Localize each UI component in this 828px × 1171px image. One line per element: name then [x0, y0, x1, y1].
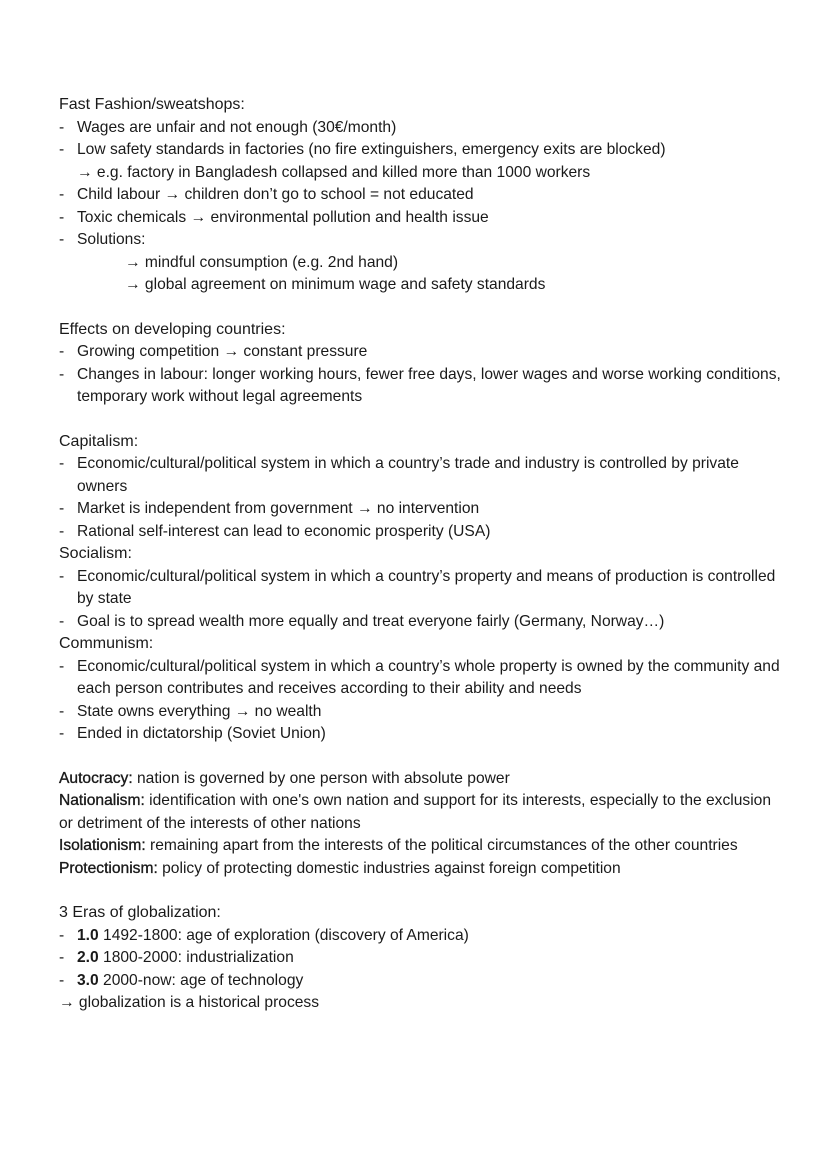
definition-isolationism	[59, 835, 788, 858]
dash-bullet: -	[59, 231, 65, 248]
era-text: 2000-now: age of technology	[98, 971, 304, 989]
list-item	[59, 139, 788, 184]
section-effects	[59, 319, 788, 409]
list-socialism	[59, 566, 788, 634]
list-item-text: Toxic chemicals → environmental pollution and health issue	[77, 208, 489, 226]
list-item-text: State owns everything → no wealth	[77, 702, 322, 720]
definition-protectionism	[59, 858, 788, 881]
list-fast-fashion	[59, 117, 788, 297]
section-definitions	[59, 768, 788, 881]
list-item	[59, 723, 788, 746]
dash-bullet: -	[59, 567, 65, 585]
era-number: 3.0	[77, 971, 99, 989]
solution-item: → global agreement on minimum wage and safety standards	[125, 276, 546, 293]
dash-bullet: -	[59, 949, 65, 966]
list-item-text: Wages are unfair and not enough (30€/month)	[77, 118, 397, 136]
heading-communism: Communism:	[59, 635, 154, 652]
list-item	[59, 947, 788, 970]
dash-bullet: -	[59, 118, 65, 136]
list-item	[59, 970, 788, 993]
definition-term: Nationalism:	[59, 792, 145, 809]
list-item-text: Growing competition → constant pressure	[77, 343, 368, 360]
dash-bullet: -	[59, 455, 65, 472]
dash-bullet: -	[59, 657, 65, 675]
list-item	[59, 566, 788, 611]
dash-bullet: -	[59, 365, 65, 383]
list-item-text: Economic/cultural/political system in which a country’s whole property is owned by the community and each person contributes and receives according to their ability and needs	[77, 657, 780, 697]
era-text: 1492-1800: age of exploration (discovery of America)	[98, 926, 469, 944]
dash-bullet: -	[59, 500, 65, 517]
dash-bullet: -	[59, 186, 65, 203]
list-effects	[59, 341, 788, 409]
list-item	[59, 656, 788, 701]
era-text: 1800-2000: industrialization	[98, 949, 294, 966]
list-item	[59, 925, 788, 948]
list-item	[59, 453, 788, 498]
list-communism	[59, 656, 788, 746]
definition-text: policy of protecting domestic industries against foreign competition	[157, 859, 621, 877]
definition-term: Isolationism:	[59, 837, 146, 854]
dash-bullet: -	[59, 702, 65, 720]
list-item	[59, 207, 788, 230]
heading-fast-fashion: Fast Fashion/sweatshops:	[59, 96, 245, 113]
list-item	[59, 184, 788, 207]
list-eras	[59, 925, 788, 993]
dash-bullet: -	[59, 612, 65, 630]
section-systems	[59, 431, 788, 746]
heading-eras: 3 Eras of globalization:	[59, 904, 221, 921]
list-item	[59, 364, 788, 409]
list-item	[59, 341, 788, 364]
list-item-text: Economic/cultural/political system in which a country’s property and means of production is controlled by state	[77, 567, 776, 607]
list-item-text: Low safety standards in factories (no fire extinguishers, emergency exits are blocked)	[77, 141, 666, 158]
list-capitalism	[59, 453, 788, 543]
dash-bullet: -	[59, 725, 65, 742]
list-item-text: Changes in labour: longer working hours, fewer free days, lower wages and worse working conditions, temporary work without legal agreements	[77, 365, 781, 405]
eras-conclusion: → globalization is a historical process	[59, 994, 320, 1011]
solution-item: → mindful consumption (e.g. 2nd hand)	[125, 253, 399, 271]
definition-text: identification with one's own nation and support for its interests, especially to the exclusion or detriment of the interests of other nations	[59, 792, 772, 832]
list-item	[59, 701, 788, 724]
dash-bullet: -	[59, 208, 65, 226]
list-item-text: Ended in dictatorship (Soviet Union)	[77, 725, 326, 742]
heading-socialism: Socialism:	[59, 545, 132, 562]
era-number: 2.0	[77, 949, 99, 966]
dash-bullet: -	[59, 926, 65, 944]
definition-text: nation is governed by one person with absolute power	[132, 769, 510, 787]
list-item	[59, 229, 788, 297]
list-item	[59, 498, 788, 521]
list-item-text: Rational self-interest can lead to economic prosperity (USA)	[77, 522, 491, 540]
list-item-text: Solutions:	[77, 231, 146, 248]
list-item-text: Economic/cultural/political system in which a country’s trade and industry is controlled by private owners	[77, 455, 739, 495]
list-item	[59, 117, 788, 140]
section-fast-fashion	[59, 94, 788, 297]
definition-term: Protectionism:	[59, 859, 158, 877]
dash-bullet: -	[59, 141, 65, 158]
dash-bullet: -	[59, 971, 65, 989]
list-item-text: Market is independent from government → no intervention	[77, 500, 480, 517]
list-item-text: Goal is to spread wealth more equally and treat everyone fairly (Germany, Norway…)	[77, 612, 665, 630]
dash-bullet: -	[59, 522, 65, 540]
definition-autocracy	[59, 768, 788, 791]
section-eras	[59, 902, 788, 1015]
definition-text: remaining apart from the interests of the political circumstances of the other countries	[145, 837, 738, 854]
heading-capitalism: Capitalism:	[59, 432, 139, 450]
list-item-text: Child labour → children don’t go to school = not educated	[77, 186, 474, 203]
dash-bullet: -	[59, 343, 65, 360]
list-sub-item: → e.g. factory in Bangladesh collapsed and killed more than 1000 workers	[77, 163, 591, 181]
definition-term: Autocracy:	[59, 769, 133, 787]
list-item	[59, 611, 788, 634]
definition-nationalism	[59, 790, 788, 835]
era-number: 1.0	[77, 926, 99, 944]
list-item	[59, 521, 788, 544]
heading-effects: Effects on developing countries:	[59, 320, 286, 338]
